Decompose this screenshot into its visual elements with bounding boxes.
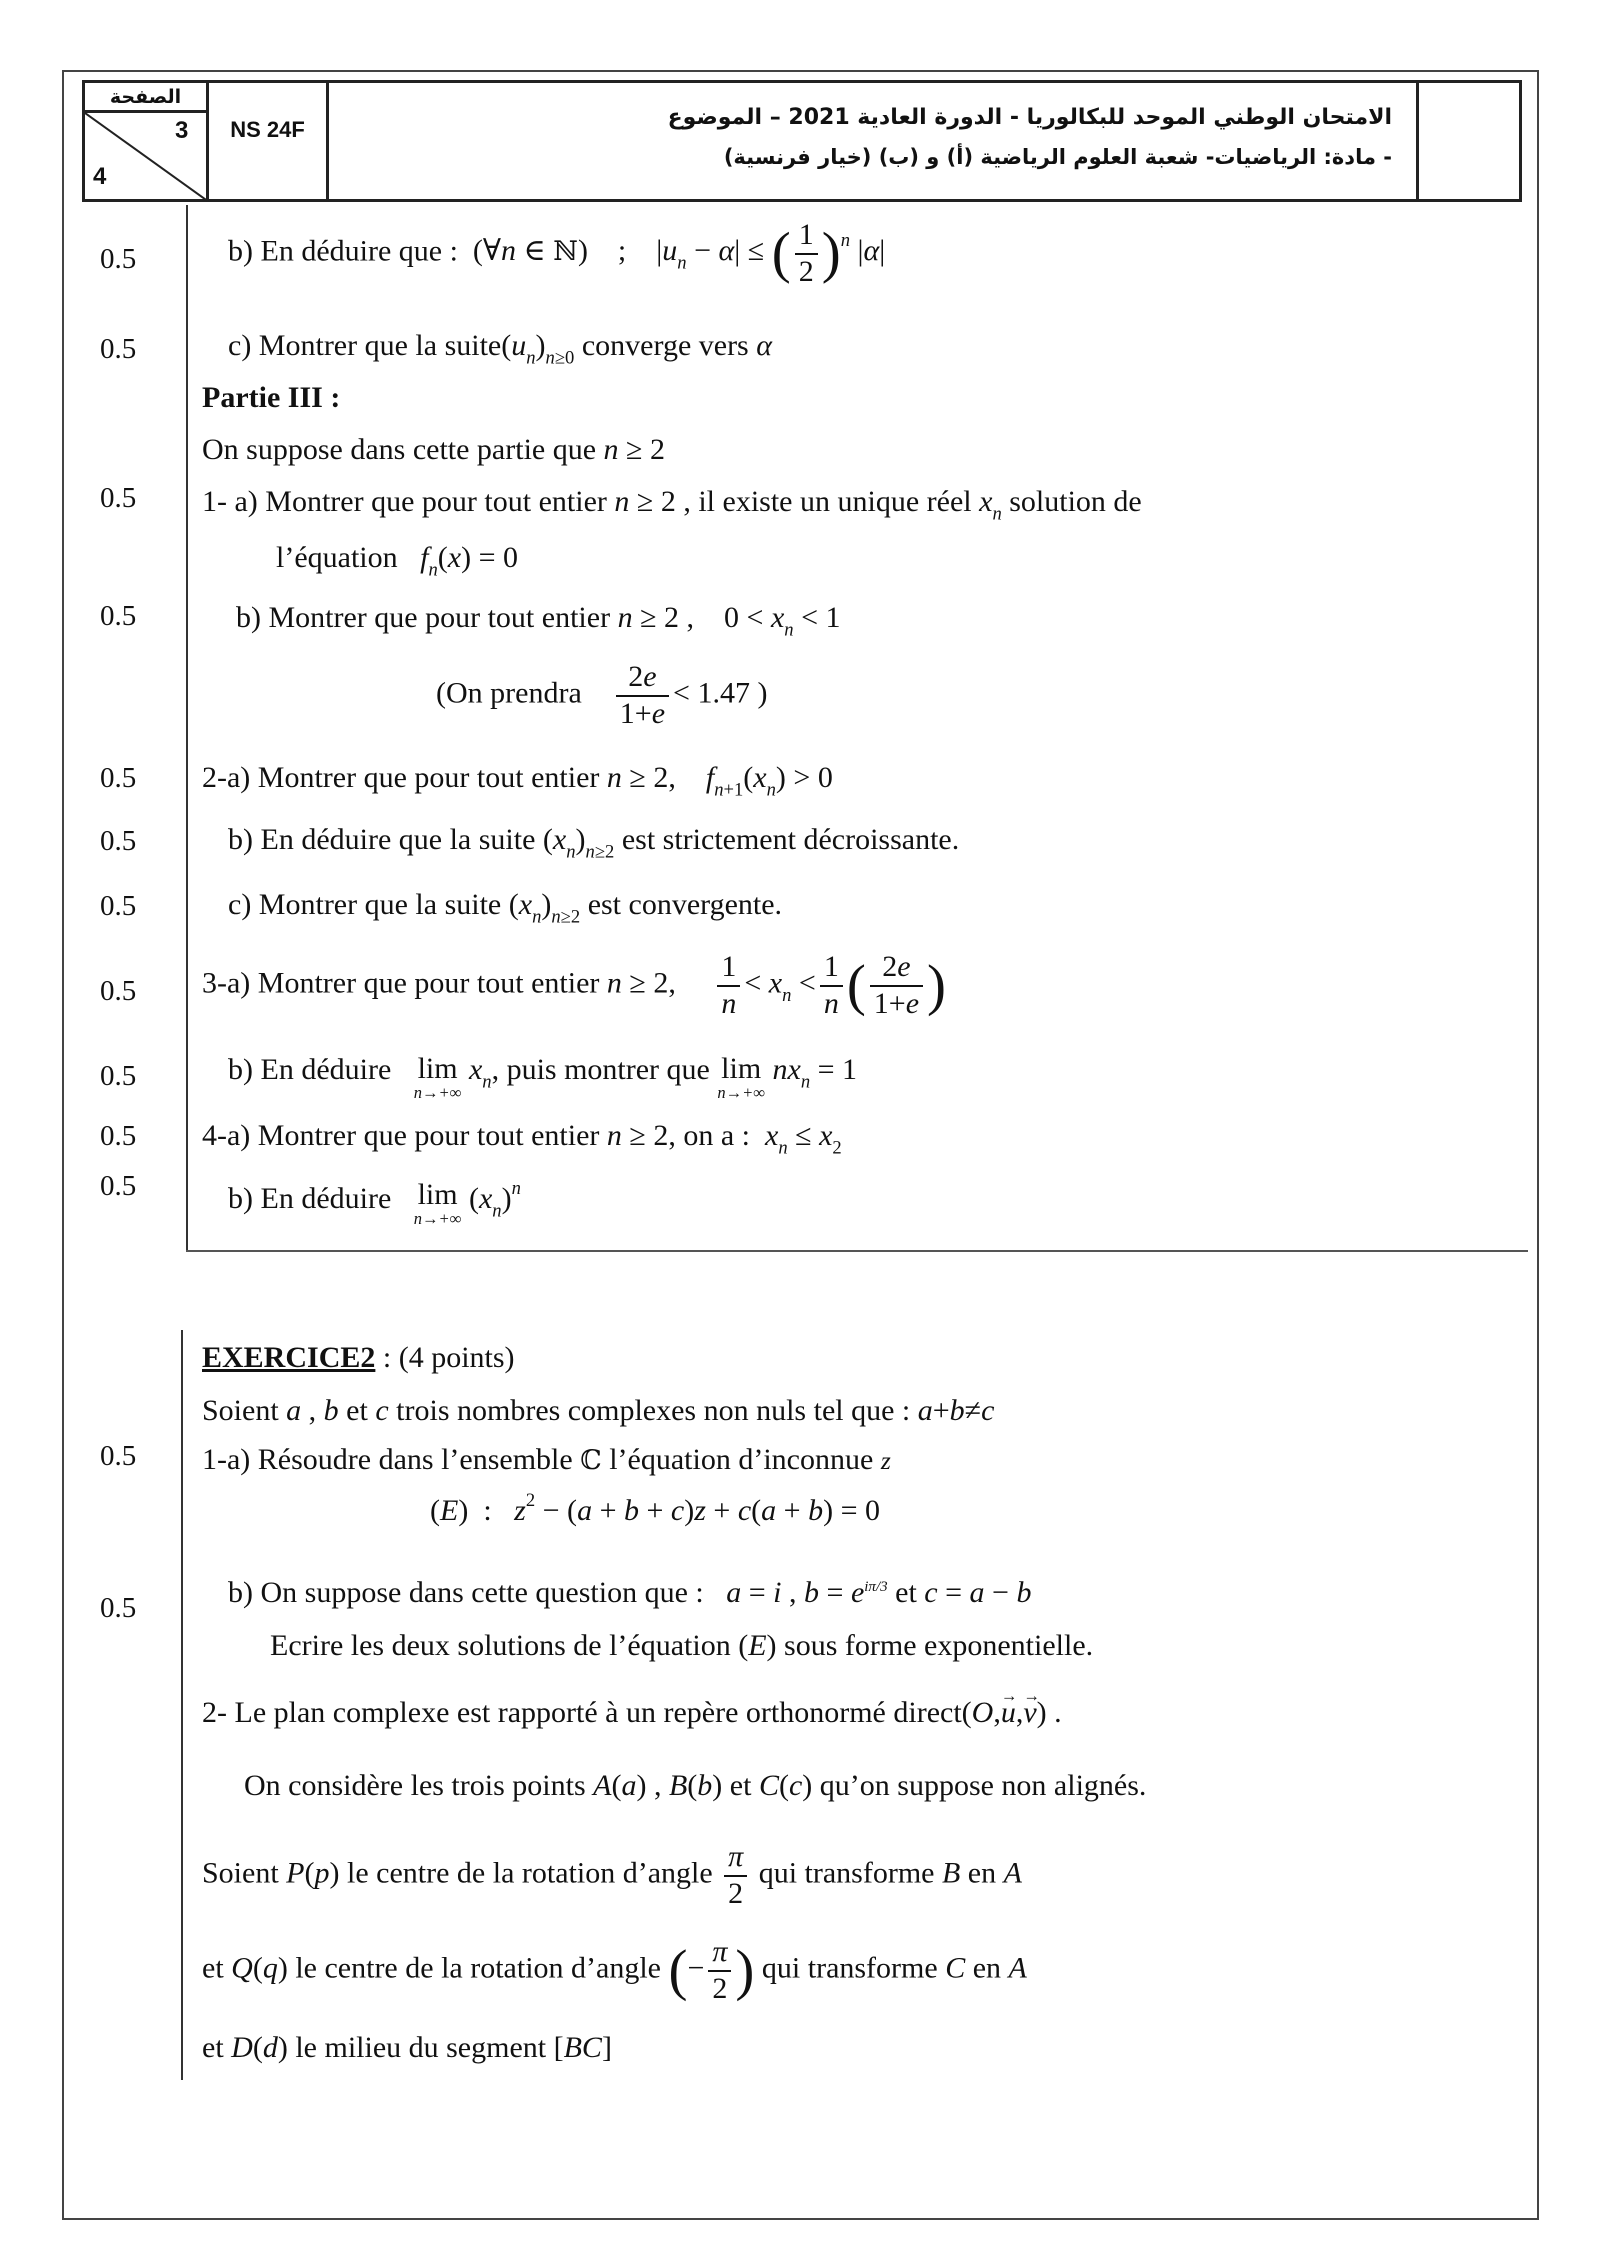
exam-header bbox=[82, 80, 1522, 202]
margin-line-bottom bbox=[181, 1330, 183, 2080]
points-value: 0.5 bbox=[100, 1592, 137, 1624]
question-3-4a: 4-a) Montrer que pour tout entier n ≥ 2, on a : $x_n \le x_2$ bbox=[202, 1119, 842, 1159]
question-1c: c) Montrer que la $suite(u_n)_{n\ge 0}$ converge vers α bbox=[228, 329, 772, 369]
math-expression: $(u_n)_{n\ge 0}$ bbox=[501, 329, 575, 369]
points-value: 0.5 bbox=[100, 1170, 137, 1202]
question-3-2a: 2-a) Montrer que pour tout entier n ≥ 2, $f_{n+1}(x_n) > 0$ bbox=[202, 761, 833, 801]
points-value: 0.5 bbox=[100, 1120, 137, 1152]
exam-code-cell bbox=[209, 83, 329, 199]
equation-E: (E) : $z^2 - (a + b + c)z + c(a + b) = 0$ bbox=[430, 1490, 881, 1527]
points-value: 0.5 bbox=[100, 762, 137, 794]
points-value: 0.5 bbox=[100, 1440, 137, 1472]
exercise-2-point-D: et D(d) le milieu du segment [BC] bbox=[202, 2031, 612, 2064]
math-expression: (∀n ∈ ℕ) ; $|u_n - \alpha|$ ≤ ( $\frac{1}{2}$ )$^n$ |α| bbox=[472, 218, 886, 288]
exercise-2-1b: b) On suppose dans cette question que : a = i , $b = e^{i\pi/3}$ et c = a − b bbox=[228, 1576, 1032, 1609]
page-label: الصفحة bbox=[85, 83, 206, 113]
partie-3-heading: Partie III : bbox=[202, 381, 341, 414]
points-value: 0.5 bbox=[100, 600, 137, 632]
question-3-1a-line2: l’équation $f_n(x) = 0$ bbox=[276, 541, 519, 581]
question-3-3b: b) En déduire lim n→+∞ $x_n$, puis montrer que lim n→+∞ $nx_n = 1$ bbox=[228, 1052, 858, 1102]
exercise-2-title: EXERCICE2 : (4 points) bbox=[202, 1341, 515, 1374]
points-value: 0.5 bbox=[100, 243, 137, 275]
exercise-2-2: 2- Le plan complexe est rapporté à un repère orthonormé direct(O,→ u,→ v) . bbox=[202, 1695, 1062, 1731]
section-divider bbox=[186, 1250, 1528, 1252]
points-value: 0.5 bbox=[100, 333, 137, 365]
exam-code: NS 24F bbox=[230, 117, 305, 142]
question-3-2b: b) En déduire que la suite $(x_n)_{n\ge 2}$ est strictement décroissante. bbox=[228, 823, 960, 863]
question-3-4b: b) En déduire lim n→+∞ $(x_n)^n$ bbox=[228, 1178, 521, 1228]
exercise-2-2-points: On considère les trois points A(a) , B(b) et C(c) qu’on suppose non alignés. bbox=[244, 1769, 1147, 1802]
exercise-2-1a: 1-a) Résoudre dans l’ensemble ℂ l’équation d’inconnue z bbox=[202, 1443, 891, 1476]
exercise-2-point-P: Soient P(p) le centre de la rotation d’angle $\frac{\pi}{2}$ qui transforme B en A bbox=[202, 1840, 1022, 1910]
question-3-1a: 1- a) Montrer que pour tout entier n ≥ 2 , il existe un unique réel $x_n$ solution de bbox=[202, 485, 1142, 525]
exercise-2-1b-line2: Ecrire les deux solutions de l’équation (E) sous forme exponentielle. bbox=[270, 1629, 1094, 1662]
points-value: 0.5 bbox=[100, 825, 137, 857]
points-value: 0.5 bbox=[100, 482, 137, 514]
margin-line-top bbox=[186, 205, 188, 1250]
page-number-cell bbox=[85, 83, 209, 199]
exam-title-line1: الامتحان الوطني الموحد للبكالوريا - الدورة العادية 2021 – الموضوع bbox=[667, 105, 1392, 130]
question-3-1b: b) Montrer que pour tout entier n ≥ 2 , $0 < x_n < 1$ bbox=[236, 601, 841, 641]
page-total: 4 bbox=[93, 163, 107, 190]
question-3-3a: 3-a) Montrer que pour tout entier n ≥ 2, $\frac{1}{n}$ < $x_n$ < $\frac{1}{n}$ ( $\frac{2e}{1+e}$ ) bbox=[202, 950, 947, 1020]
points-value: 0.5 bbox=[100, 975, 137, 1007]
exam-title-line2: - مادة: الرياضيات- شعبة العلوم الرياضية (أ) و (ب) (خيار فرنسية) bbox=[723, 145, 1392, 169]
page-current: 3 bbox=[175, 117, 189, 144]
exam-title-cell bbox=[329, 83, 1419, 199]
partie-3-intro: On suppose dans cette partie que n ≥ 2 bbox=[202, 433, 666, 466]
question-3-1b-hint: (On prendra $\frac{2e}{1+e}$ < 1.47 ) bbox=[436, 660, 768, 730]
exercise-2-intro: Soient a , b et c trois nombres complexes non nuls tel que : a+b≠c bbox=[202, 1394, 995, 1427]
header-empty-cell bbox=[1419, 83, 1525, 199]
question-3-2c: c) Montrer que la suite $(x_n)_{n\ge 2}$ est convergente. bbox=[228, 888, 783, 928]
exercise-2-point-Q: et Q(q) le centre de la rotation d’angle (− $\frac{\pi}{2}$ ) qui transforme C en A bbox=[202, 1935, 1027, 2005]
points-value: 0.5 bbox=[100, 890, 137, 922]
question-1b: b) En déduire que : (∀n ∈ ℕ) ; $|u_n - \alpha|$ ≤ ( $\frac{1}{2}$ )$^n$ |α| bbox=[228, 218, 886, 288]
points-value: 0.5 bbox=[100, 1060, 137, 1092]
